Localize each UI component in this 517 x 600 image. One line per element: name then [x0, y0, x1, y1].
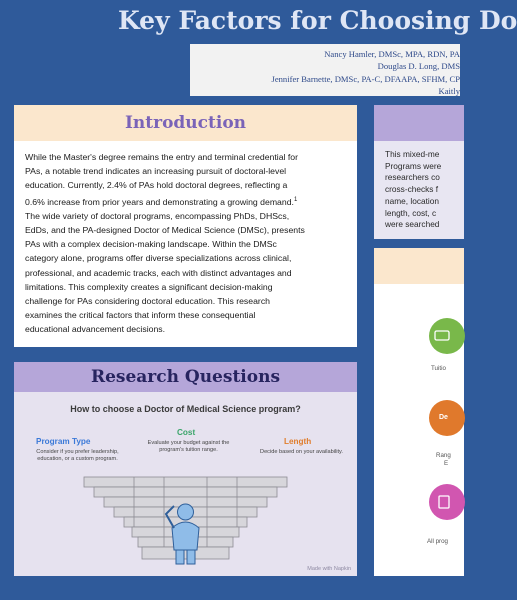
- intro-line: PAs with a complex decision-making landscape. Within the DMSc: [25, 239, 277, 250]
- intro-line: The wide variety of doctoral programs, encompassing PhDs, DHScs,: [25, 210, 290, 221]
- methods-line: were searched: [385, 219, 440, 230]
- methods-line: This mixed-me: [385, 149, 440, 159]
- author-line: Jennifer Barnette, DMSc, PA-C, DFAAPA, SFHM, CP: [271, 73, 460, 84]
- intro-line: 0.6% increase from prior years and demonstrating a growing demand.$^1$: [25, 196, 298, 207]
- length-label: Length: [284, 437, 312, 446]
- intro-line: professional, and academic tracks, each with distinct advantages and: [25, 267, 292, 278]
- methods-section: [374, 105, 464, 239]
- introduction-section: [14, 105, 357, 347]
- methods-text: [374, 141, 464, 231]
- decision-infographic: [14, 392, 357, 576]
- cost-label: Cost: [177, 428, 196, 437]
- research-questions-heading: Research Questions: [14, 362, 357, 392]
- program-type-description: Consider if you prefer leadership, education, or a custom program.: [36, 449, 119, 462]
- intro-line: examines the critical factors that inform these consequential: [25, 310, 256, 321]
- author-line: Douglas D. Long, DMS: [377, 61, 460, 72]
- methods-line: name, location: [385, 195, 439, 206]
- intro-line: PAs, a notable trend indicates an increasing pursuit of doctoral-level: [25, 166, 287, 177]
- degree-circle-label: De: [439, 414, 448, 421]
- intro-line: While the Master's degree remains the entry and terminal credential for: [25, 152, 299, 162]
- intro-line: challenge for PAs considering doctoral education. This research: [25, 295, 270, 306]
- result-text: Tuitio: [431, 365, 446, 372]
- author-line: Kaitly: [438, 86, 460, 97]
- result-text: Rang: [436, 452, 451, 459]
- poster-title: Key Factors for Choosing Do: [118, 6, 517, 35]
- cost-description: Evaluate your budget against the program's tuition range.: [147, 440, 230, 453]
- author-block: [190, 44, 460, 96]
- result-text: E: [444, 460, 449, 467]
- intro-line: category alone, programs offer diverse specializations across clinical,: [25, 253, 292, 264]
- degree-icon: [429, 400, 465, 436]
- methods-line: length, cost, c: [385, 207, 437, 218]
- intro-line: educational advancement decisions.: [25, 324, 166, 335]
- infographic-title: How to choose a Doctor of Medical Science program?: [70, 404, 301, 414]
- citation-marker: 1: [293, 196, 298, 203]
- author-line: Nancy Hamler, DMSc, MPA, RDN, PA: [324, 49, 460, 59]
- methods-line: researchers co: [385, 172, 440, 183]
- intro-line: education. Currently, 2.4% of PAs hold doctoral degrees, reflecting a: [25, 180, 288, 191]
- infographic-credit: Made with Napkin: [307, 566, 351, 572]
- methods-line: Programs were: [385, 160, 442, 171]
- introduction-heading: Introduction: [14, 105, 357, 141]
- intro-line: limitations. This complexity creates a significant decision-making: [25, 281, 273, 292]
- intro-line: EdDs, and the PA-designed Doctor of Medical Science (DMSc), presents: [25, 224, 305, 235]
- introduction-text: [14, 141, 357, 337]
- methods-line: cross-checks f: [385, 184, 439, 195]
- results-heading-bar: [374, 248, 464, 284]
- program-type-label: Program Type: [36, 437, 91, 446]
- money-icon: [429, 318, 465, 354]
- research-questions-section: [14, 362, 357, 576]
- methods-heading-bar: [374, 105, 464, 141]
- staircase-illustration: [14, 392, 357, 576]
- results-section: [374, 248, 464, 576]
- program-icon: [429, 484, 465, 520]
- result-text: All prog: [427, 538, 448, 545]
- length-description: Decide based on your availability.: [260, 449, 343, 455]
